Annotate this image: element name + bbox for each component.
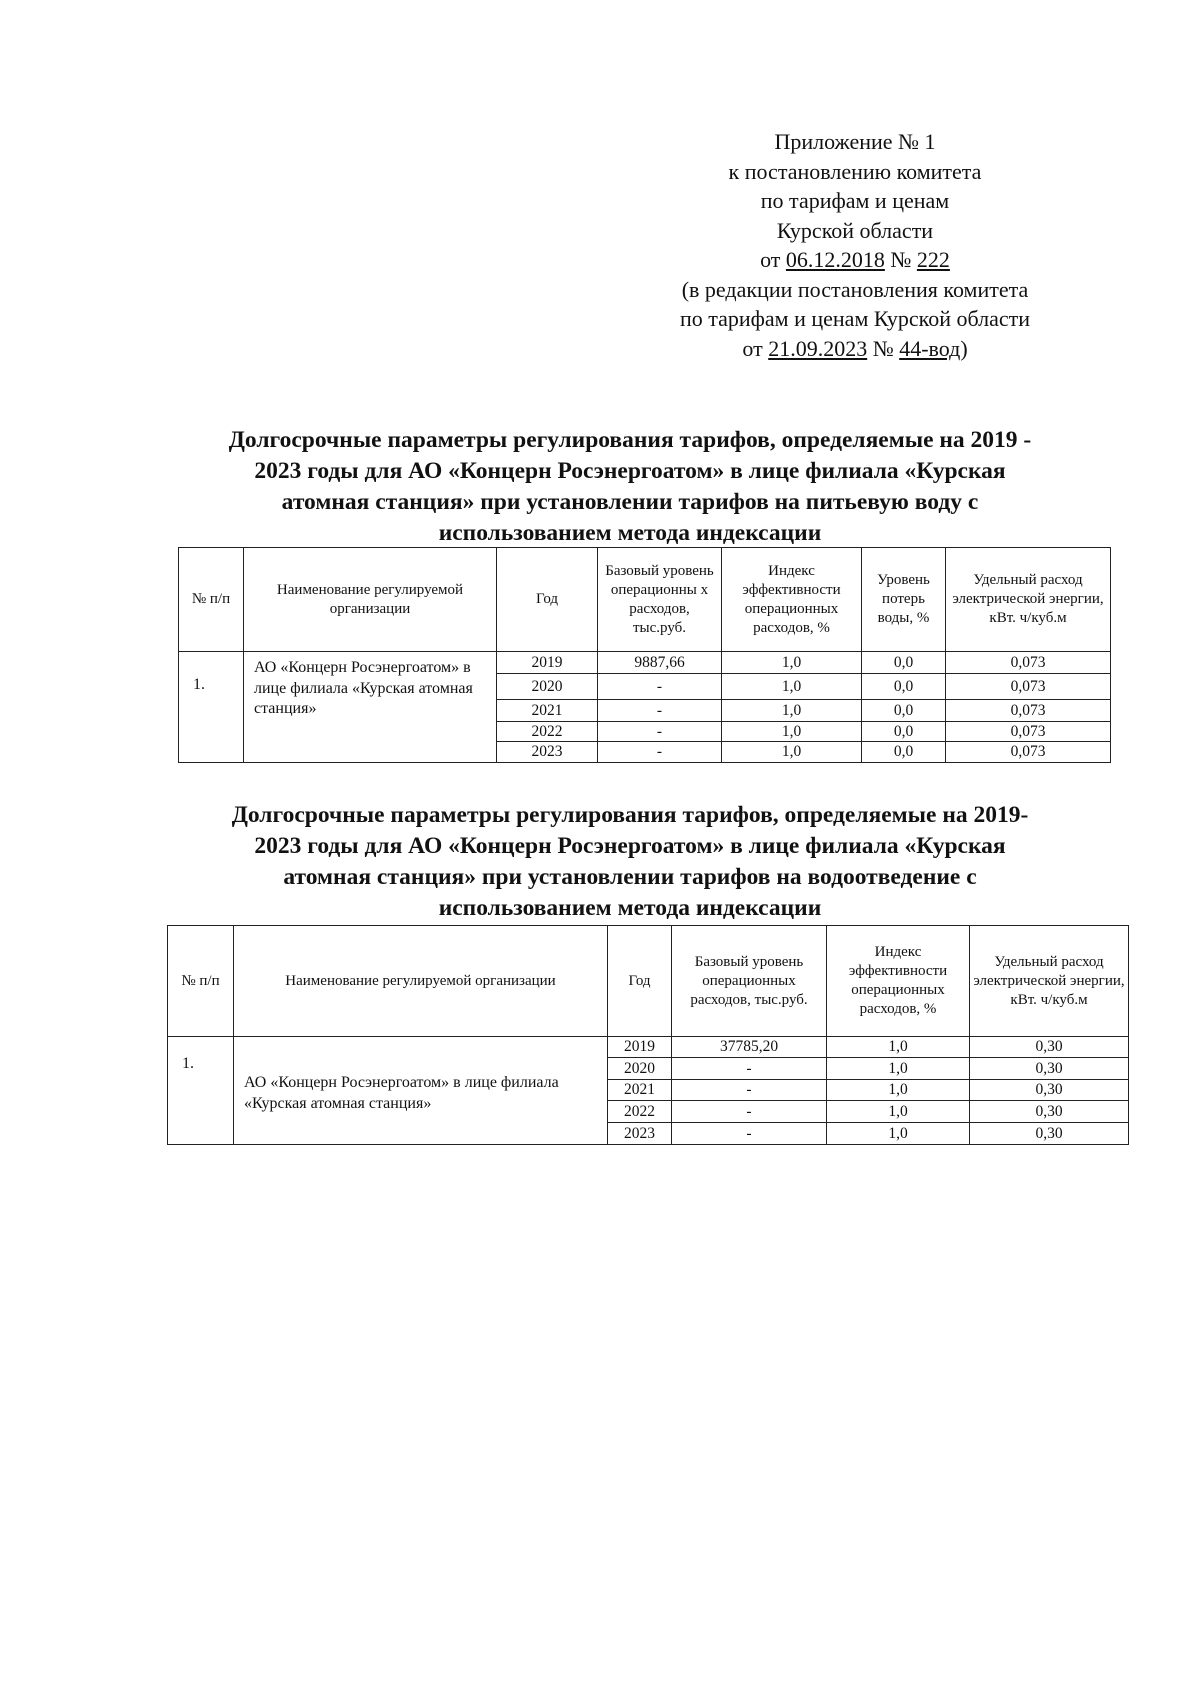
table-row	[179, 652, 1111, 674]
cell-year: 2023	[497, 742, 598, 763]
org-name: АО «Концерн Росэнергоатом» в лице филиала «Курская атомная станция»	[244, 652, 497, 763]
cell-energy: 0,30	[970, 1080, 1129, 1101]
appendix-line: Курской области	[776, 217, 934, 243]
header-efficiency-index: Индекс эффективности операционных расходов, %	[722, 548, 862, 652]
cell-base: 9887,66	[598, 652, 722, 674]
heading-line: Долгосрочные параметры регулирования тарифов, определяемые на 2019-	[231, 802, 1029, 828]
cell-energy: 0,073	[946, 652, 1111, 674]
wastewater-params-table	[167, 925, 1129, 1145]
table-header-row	[168, 926, 1129, 1037]
cell-loss: 0,0	[862, 700, 946, 722]
cell-index: 1,0	[827, 1101, 970, 1123]
cell-energy: 0,073	[946, 674, 1111, 700]
decree-date: 06.12.2018	[785, 247, 885, 272]
cell-loss: 0,0	[862, 722, 946, 742]
header-org: Наименование регулируемой организации	[234, 926, 608, 1037]
cell-base: -	[672, 1058, 827, 1080]
cell-energy: 0,073	[946, 742, 1111, 763]
cell-year: 2022	[608, 1101, 672, 1123]
appendix-line: по тарифам и ценам Курской области	[679, 306, 1031, 331]
cell-energy: 0,073	[946, 700, 1111, 722]
cell-loss: 0,0	[862, 652, 946, 674]
appendix-header	[640, 127, 1070, 363]
org-name: АО «Концерн Росэнергоатом» в лице филиала «Курская атомная станция»	[234, 1037, 608, 1145]
cell-index: 1,0	[722, 722, 862, 742]
heading-line: использованием метода индексации	[438, 520, 822, 546]
header-num: № п/п	[168, 926, 234, 1037]
cell-year: 2019	[497, 652, 598, 674]
cell-loss: 0,0	[862, 742, 946, 763]
cell-index: 1,0	[722, 674, 862, 700]
header-water-loss: Уровень потерь воды, %	[862, 548, 946, 652]
appendix-decree-line	[640, 245, 1070, 275]
header-year: Год	[608, 926, 672, 1037]
cell-year: 2019	[608, 1037, 672, 1058]
cell-base: -	[598, 722, 722, 742]
drinking-water-params-table	[178, 547, 1111, 763]
row-number: 1.	[179, 652, 244, 763]
heading-line: атомная станция» при установлении тарифов на питьевую воду с	[281, 489, 979, 515]
table-row	[168, 1037, 1129, 1058]
table2-heading	[150, 800, 1110, 924]
cell-energy: 0,30	[970, 1101, 1129, 1123]
cell-base: -	[598, 742, 722, 763]
table-header-row	[179, 548, 1111, 652]
cell-index: 1,0	[722, 652, 862, 674]
header-efficiency-index: Индекс эффективности операционных расходов, %	[827, 926, 970, 1037]
cell-year: 2021	[497, 700, 598, 722]
cell-year: 2021	[608, 1080, 672, 1101]
revision-number: 44-вод	[899, 335, 961, 361]
text-fragment: )	[960, 335, 968, 361]
decree-number: 222	[916, 247, 950, 272]
cell-year: 2020	[497, 674, 598, 700]
header-energy-consumption: Удельный расход электрической энергии, кВт. ч/куб.м	[946, 548, 1111, 652]
cell-index: 1,0	[722, 700, 862, 722]
cell-year: 2022	[497, 722, 598, 742]
cell-base: -	[598, 700, 722, 722]
cell-index: 1,0	[827, 1123, 970, 1145]
cell-index: 1,0	[722, 742, 862, 763]
cell-energy: 0,30	[970, 1058, 1129, 1080]
cell-energy: 0,30	[970, 1123, 1129, 1145]
cell-energy: 0,30	[970, 1037, 1129, 1058]
table1-heading	[150, 425, 1110, 549]
cell-index: 1,0	[827, 1058, 970, 1080]
cell-base: 37785,20	[672, 1037, 827, 1058]
cell-base: -	[672, 1123, 827, 1145]
revision-date: 21.09.2023	[768, 335, 868, 361]
appendix-revision-line	[640, 334, 1070, 364]
header-energy-consumption: Удельный расход электрической энергии, кВт. ч/куб.м	[970, 926, 1129, 1037]
cell-index: 1,0	[827, 1037, 970, 1058]
cell-year: 2023	[608, 1123, 672, 1145]
header-num: № п/п	[179, 548, 244, 652]
cell-year: 2020	[608, 1058, 672, 1080]
heading-line: Долгосрочные параметры регулирования тарифов, определяемые на 2019 -	[228, 427, 1032, 453]
header-org: Наименование регулируемой организации	[244, 548, 497, 652]
heading-line: 2023 годы для АО «Концерн Росэнергоатом» в лице филиала «Курская	[254, 833, 1006, 859]
heading-line: атомная станция» при установлении тарифов на водоотведение с	[283, 864, 977, 890]
text-fragment: от	[742, 335, 769, 361]
cell-base: -	[672, 1101, 827, 1123]
header-base-costs: Базовый уровень операционных расходов, тыс.руб.	[672, 926, 827, 1037]
text-fragment: №	[884, 247, 917, 272]
cell-loss: 0,0	[862, 674, 946, 700]
cell-energy: 0,073	[946, 722, 1111, 742]
text-fragment: от	[760, 247, 786, 272]
appendix-line: (в редакции постановления комитета	[681, 276, 1029, 302]
appendix-title: Приложение № 1	[774, 129, 936, 154]
appendix-line: к постановлению комитета	[728, 158, 982, 184]
header-year: Год	[497, 548, 598, 652]
heading-line: 2023 годы для АО «Концерн Росэнергоатом» в лице филиала «Курская	[254, 458, 1006, 484]
heading-line: использованием метода индексации	[438, 895, 822, 921]
text-fragment: №	[867, 335, 900, 361]
appendix-line: по тарифам и ценам	[760, 188, 950, 213]
cell-base: -	[598, 674, 722, 700]
row-number: 1.	[168, 1037, 234, 1145]
cell-base: -	[672, 1080, 827, 1101]
cell-index: 1,0	[827, 1080, 970, 1101]
header-base-costs: Базовый уровень операционны х расходов, тыс.руб.	[598, 548, 722, 652]
